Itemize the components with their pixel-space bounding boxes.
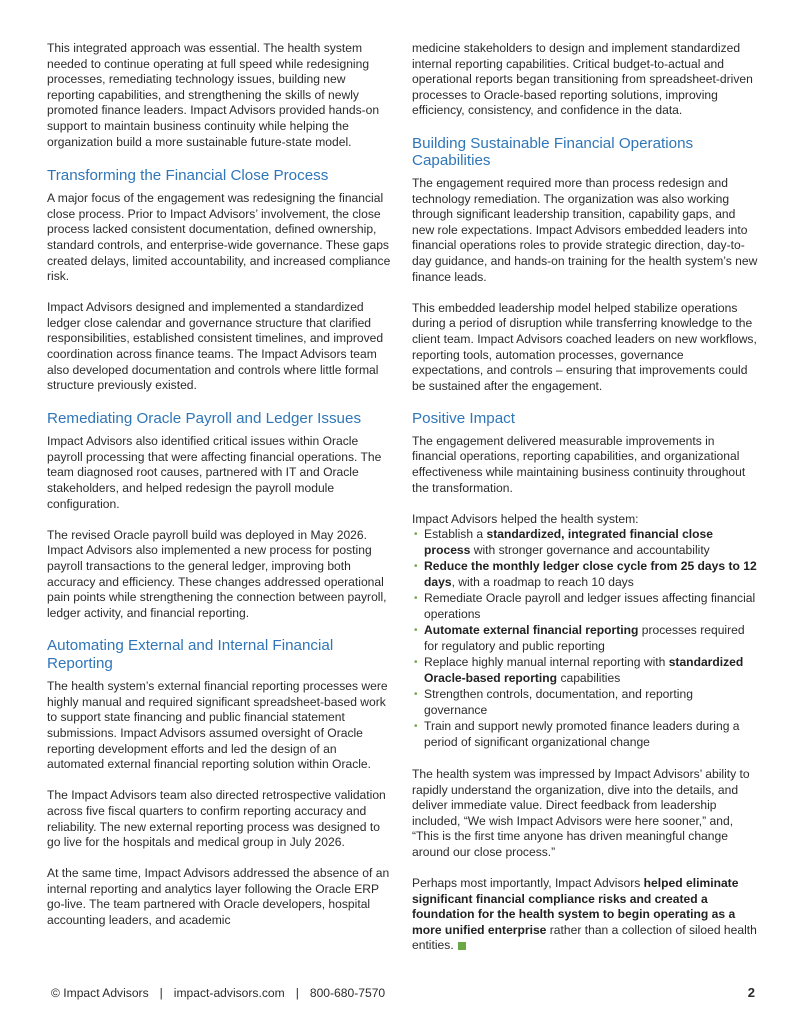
list-item: • Train and support newly promoted finance leaders during a period of significant organizational change (414, 719, 740, 749)
paragraph: Impact Advisors helped the health system: (412, 511, 639, 526)
right-column (412, 41, 758, 954)
section-heading-sustainable-operations: Building Sustainable Financial Operations Capabilities (412, 134, 694, 169)
list-item: • Establish a standardized, integrated financial close process with stronger governance and accountability (414, 527, 714, 558)
paragraph: The Impact Advisors team also directed retrospective validation across five fiscal quarters to confirm reporting accuracy and reliability. The new external reporting process was designed to go live for the hospitals and medical group in July 2026. (47, 788, 386, 850)
paragraph: The revised Oracle payroll build was deployed in May 2026. Impact Advisors also implemented a new process for posting payroll transactions to the general ledger, improving both accuracy and efficiency. These changes addressed operational pain points while strengthening the connection between payroll, ledger activity, and financial reporting. (47, 527, 387, 620)
paragraph: A major focus of the engagement was redesigning the financial close process. Prior to Impact Advisors’ involvement, the close process lacked consistent documentation, defined ownership, standard controls, and enterprise-wide governance. These gaps created delays, limited accountability, and increased compliance risk. (47, 191, 391, 284)
list-item: • Automate external financial reporting processes required for regulatory and public reporting (414, 623, 745, 653)
end-square-icon (458, 942, 466, 950)
footer-separator: | (295, 986, 299, 1000)
bullet-dot-icon: • (414, 625, 418, 637)
list-item: • Remediate Oracle payroll and ledger issues affecting financial operations (414, 591, 756, 621)
bullet-dot-icon: • (414, 561, 418, 573)
bullet-dot-icon: • (414, 689, 418, 701)
list-item: • Strengthen controls, documentation, and reporting governance (414, 687, 693, 717)
footer-website: impact-advisors.com (173, 986, 285, 1000)
section-heading-oracle-payroll: Remediating Oracle Payroll and Ledger Issues (47, 409, 362, 427)
footer-phone: 800-680-7570 (309, 986, 386, 1000)
footer-copyright: © Impact Advisors (51, 986, 149, 1000)
bullet-dot-icon: • (414, 529, 418, 541)
paragraph: The health system was impressed by Impact Advisors’ ability to rapidly understand the organization, dive into the details, and deliver immediate value. Direct feedback from leadership included, “We wish Impact Advisors were here sooner,” and, “This is the first time anyone has driven meaningful change around our close process.” (412, 766, 750, 859)
bullet-dot-icon: • (414, 593, 418, 605)
list-item: • Replace highly manual internal reporting with standardized Oracle-based reporting capabilities (414, 655, 744, 685)
paragraph: Impact Advisors designed and implemented a standardized ledger close calendar and governance structure that clarified responsibilities, established consistent timelines, and improved coordination across finance teams. The Impact Advisors team also developed documentation and controls where little formal structure previously existed. (47, 300, 384, 393)
section-heading-financial-close: Transforming the Financial Close Process (47, 166, 329, 184)
paragraph: The health system’s external financial reporting processes were highly manual and required significant spreadsheet-based work to support state financing and public financial statement submissions. Impact Advisors assumed oversight of Oracle reporting development efforts and led the design of an automated external financial reporting solution within Oracle. (47, 679, 388, 772)
paragraph: The engagement delivered measurable improvements in financial operations, reporting capabilities, and organizational effectiveness while maintaining business continuity throughout the transformation. (412, 433, 746, 495)
section-heading-automating-reporting: Automating External and Internal Financial Reporting (47, 637, 334, 672)
paragraph: This embedded leadership model helped stabilize operations during a period of disruption while transferring knowledge to the client team. Impact Advisors coached leaders on new workflows, reporting tools, automation processes, governance expectations, and controls – ensuring that improvements could be sustained after the engagement. (412, 300, 757, 393)
paragraph: At the same time, Impact Advisors addressed the absence of an internal reporting and analytics layer following the Oracle ERP go-live. The team partnered with Oracle developers, hospital accounting leaders, and academic (47, 866, 390, 928)
list-item: • Reduce the monthly ledger close cycle from 25 days to 12 days, with a roadmap to reach 10 days (414, 559, 757, 590)
paragraph-continued: medicine stakeholders to design and implement standardized internal reporting capabilities. Critical budget-to-actual and operational reports began transitioning from spreadsheet-driven processes to Oracle-based reporting solutions, improving efficiency, consistency, and confidence in the data. (412, 41, 753, 118)
bullet-dot-icon: • (414, 721, 418, 733)
footer-separator: | (159, 986, 163, 1000)
page-footer (51, 984, 761, 1002)
section-heading-positive-impact: Positive Impact (412, 409, 515, 427)
paragraph: Impact Advisors also identified critical issues within Oracle payroll processing that were affecting financial operations. The team diagnosed root causes, partnered with IT and Oracle stakeholders, and helped redesign the payroll module configuration. (47, 434, 382, 511)
page-number: 2 (747, 985, 755, 1000)
intro-paragraph: This integrated approach was essential. The health system needed to continue operating at full speed while redesigning processes, remediating technology issues, building new reporting capabilities, and strengthening the skills of newly promoted finance leaders. Impact Advisors provided hands-on support to maintain business continuity while helping the organization build a more sustainable future-state model. (47, 41, 380, 149)
paragraph: The engagement required more than process redesign and technology remediation. The organization was also working through significant leadership transition, capability gaps, and new role expectations. Impact Advisors embedded leaders into financial operations roles to provide strategic direction, day-to-day guidance, and hands-on training for the health system’s new finance leads. (412, 175, 758, 284)
left-column (47, 41, 392, 929)
impact-bullet-list (412, 527, 758, 750)
bullet-dot-icon: • (414, 657, 418, 669)
closing-paragraph: Perhaps most importantly, Impact Advisors helped eliminate significant financial compliance risks and created a foundation for the health system to begin operating as a more unified enterprise rather than a collection of siloed health entities. (412, 876, 757, 953)
